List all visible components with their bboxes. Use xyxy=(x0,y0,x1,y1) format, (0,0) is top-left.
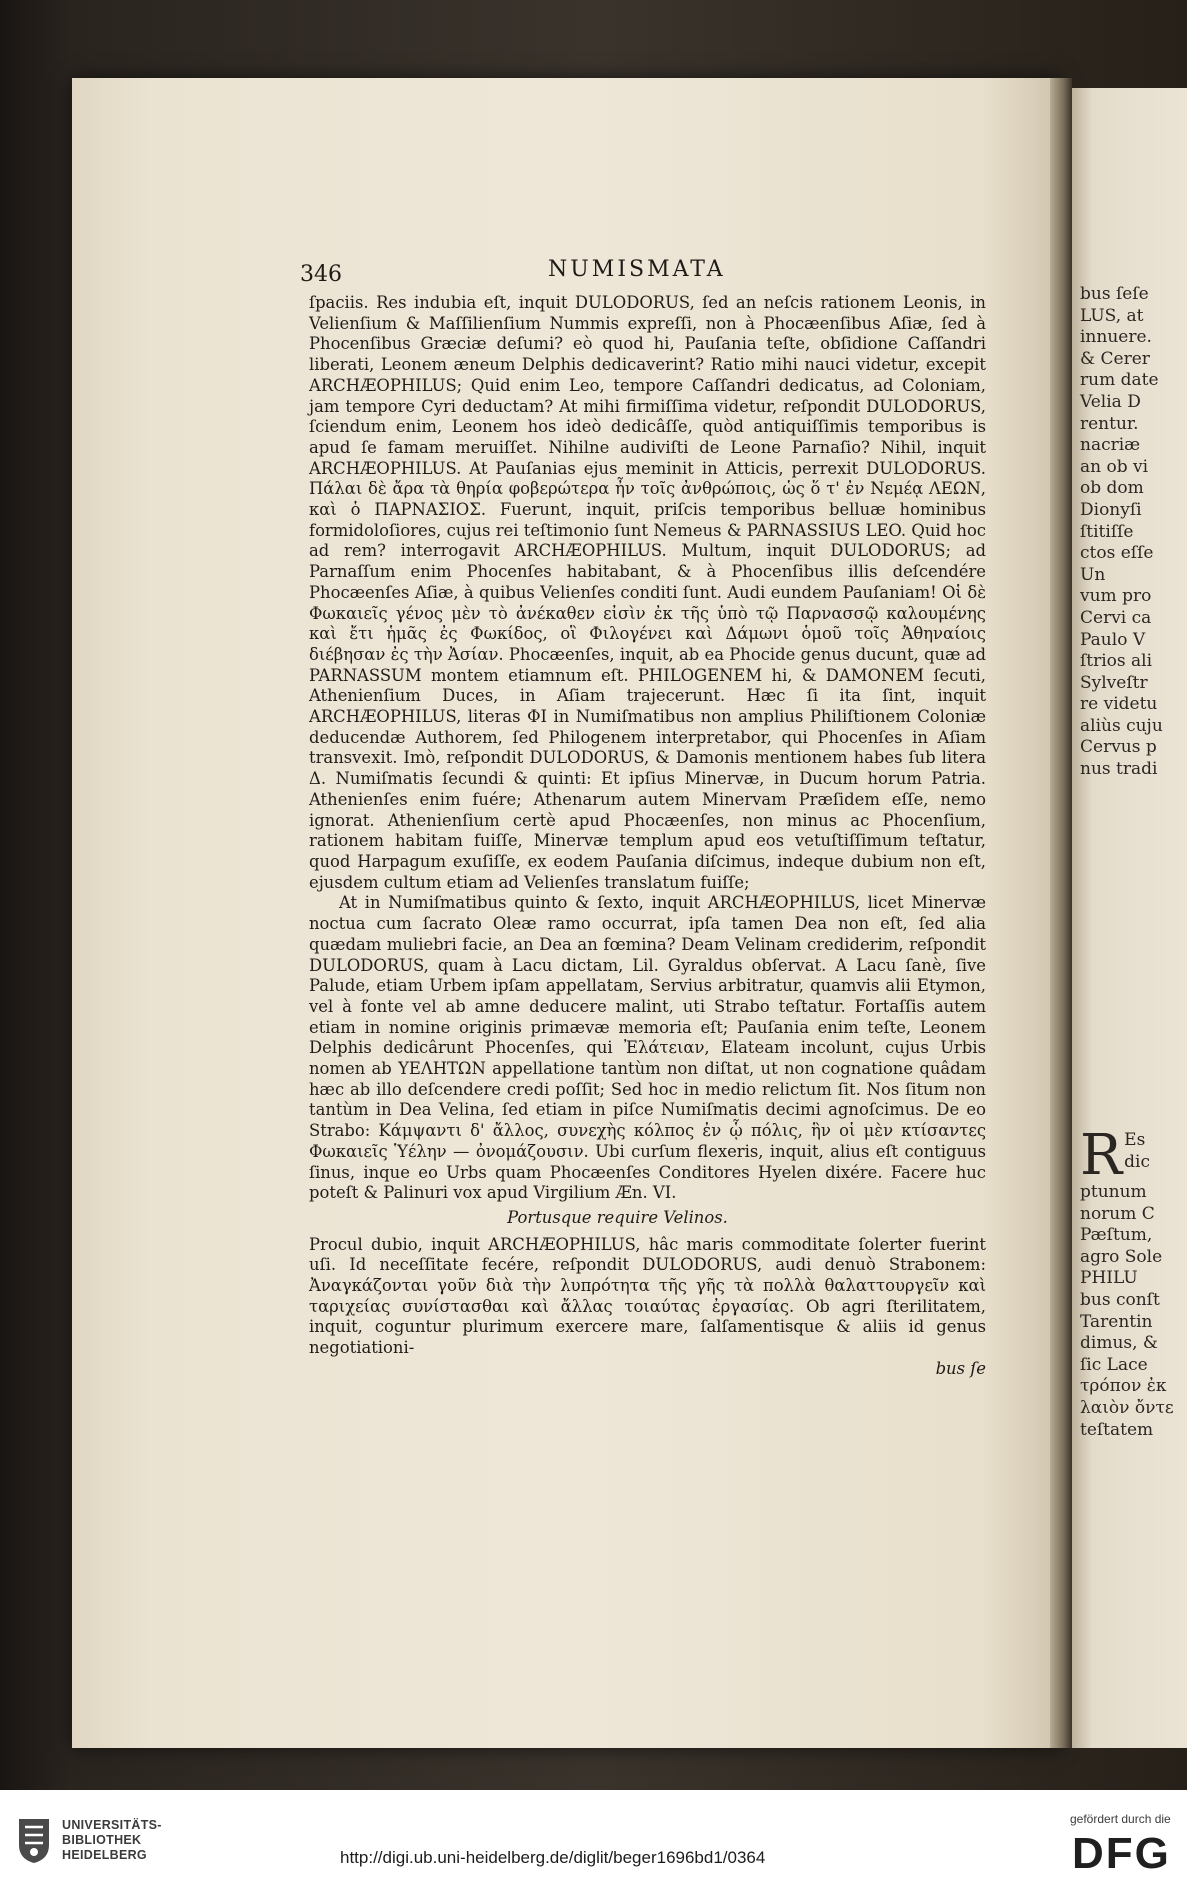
facing-line: Un xyxy=(1080,564,1106,585)
facing-line: λαιὸν ὄντε xyxy=(1080,1397,1174,1418)
main-text-column xyxy=(309,293,986,1380)
viewer-footer xyxy=(0,1790,1187,1890)
dfg-logo: DFG xyxy=(1072,1829,1171,1878)
paragraph: Procul dubio, inquit ARCHÆOPHILUS, hâc maris commoditate ſolerter fuerint uſi. Id neceſſitate fecére, reſpondit DULODORUS, audi denuò Strabonem: Ἀναγκάζονται γοῦν διὰ τὴν λυπρότητα τῆς γῆς τὰ πολλὰ θαλαττουργεῖν καὶ ταριχείας συνίστασθαι καὶ ἄλλας τοιαύτας ἐργασίας. Ob agri ſterilitatem, inquit, coguntur plurimum exercere mare, ſalſamentisque & aliis id genus negotiationi- xyxy=(309,1234,986,1358)
facing-page-lines-bottom xyxy=(1072,1130,1174,1441)
facing-line: rum date xyxy=(1080,370,1159,391)
institution-line: HEIDELBERG xyxy=(62,1848,147,1862)
facing-line: Tarentin xyxy=(1080,1311,1153,1332)
facing-line: Velia D xyxy=(1080,391,1141,412)
facing-line: Cervi ca xyxy=(1080,607,1152,628)
facing-line: teſtatem xyxy=(1080,1419,1154,1440)
facing-line: Dionyſi xyxy=(1080,499,1142,520)
paragraph: ſpaciis. Res indubia eſt, inquit DULODORUS, ſed an neſcis rationem Leonis, in Velienſium & Maſſilienſium Nummis expreſſi, non à Phocæenſibus Aſiæ, ſed à Phocenſibus Græciæ deſumi? eò quod hi, Pauſania teſte, obſidione Caſſandri liberati, Leonem æneum Delphis dedicaverint? Ratio mihi nauci videtur, excepit ARCHÆOPHILUS; Quid enim Leo, tempore Caſſandri dedicatus, ad Coloniam, jam tempore Cyri deductam? At mihi firmiſſima videtur, reſpondit DULODORUS, ſciendum enim, Leonem hos ideò dedicâſſe, quòd antiquiſſimis temporibus is apud ſe famam meruiſſet. Nihilne audiviſti de Leone Parnaſio? Nihil, inquit ARCHÆOPHILUS. At Pauſanias ejus meminit in Atticis, perrexit DULODORUS. Πάλαι δὲ ἄρα τὰ θηρία φοβερώτερα ἦν τοῖς ἀνθρώποις, ὡς ὅ τ' ἐν Νεμέᾳ ΛΕΩΝ, καὶ ὁ ΠΑΡΝΑΣΙΟΣ. Fuerunt, inquit, priſcis temporibus belluæ hominibus formidoloſiores, cujus rei teſtimonio ſunt Nemeus & PARNASSIUS LEO. Quid hoc ad rem? interrogavit ARCHÆOPHILUS. Multum, inquit DULODORUS; ad Parnaſſum enim Phocenſes habitabant, & à Phocenſibus illis deſcendére Phocæenſes Aſiæ, à quibus Velienſes conditi ſunt. Audi eundem Pauſaniam! Οἱ δὲ Φωκαιεῖς γένος μὲν τὸ ἀνέκαθεν εἰσὶν ἐκ τῆς ὑπὸ τῷ Παρνασσῷ καλουμένης καὶ ἔτι ἡμᾶς ἐς Φωκίδος, οἳ Φιλογένει καὶ Δάμωνι ὁμοῦ τοῖς Ἀθηναίοις διέβησαν ἐς τὴν Ἀσίαν. Phocæenſes, inquit, ab ea Phocide genus ducunt, quæ ad PARNASSUM montem etiamnum eſt. PHILOGENEM hi, & DAMONEM ſecuti, Athenienſium Duces, in Aſiam trajecerunt. Hæc ſi ita ſint, inquit ARCHÆOPHILUS, literas ΦI in Numiſmatibus non amplius Philiſtionem Coloniæ deducendæ Authorem, ſed Philogenem interpretabor, qui Phocenſes in Aſiam transvexit. Imò, reſpondit DULODORUS, & Damonis mentionem habes ſub litera Δ. Numiſmatis ſecundi & quinti: Et ipſius Minervæ, in Ducum horum Patria. Athenienſes enim fuére; Athenarum autem Minervam Præſidem eſſe, nemo ignorat. Athenienſium certè apud Phocæenſes, non minus ac Phocenſium, rationem habitam fuiſſe, Minervæ templum apud eos vetuſtiſſimum teſtatur, quod Harpagum exuſiſſe, ex eodem Pauſania diſcimus, indeque dubium non eſt, ejusdem cultum etiam ad Velienſes translatum fuiſſe; xyxy=(309,293,986,892)
facing-line: ſtitiſſe xyxy=(1080,521,1134,542)
facing-line: ptunum xyxy=(1080,1182,1147,1202)
facing-line: ſtrios ali xyxy=(1080,651,1153,672)
facing-line: ſic Lace xyxy=(1080,1354,1148,1375)
facing-line: dic xyxy=(1124,1151,1151,1172)
facing-page-bottom-lines xyxy=(1072,1182,1174,1441)
facing-line: innuere. xyxy=(1080,327,1152,348)
facing-line: ctos eſſe xyxy=(1080,543,1154,564)
facing-line: norum C xyxy=(1080,1203,1155,1224)
facing-line: nus tradi xyxy=(1080,759,1158,780)
facing-line: τρόπον ἐκ xyxy=(1080,1376,1167,1397)
facing-line: vum pro xyxy=(1080,586,1152,607)
facing-line: bus ſeſe xyxy=(1080,284,1149,304)
catchword: bus ſe xyxy=(935,1358,986,1378)
university-seal-icon xyxy=(16,1815,52,1865)
institution-line: BIBLIOTHEK xyxy=(62,1833,142,1847)
facing-page xyxy=(1072,88,1187,1748)
facing-line: an ob vi xyxy=(1080,456,1149,477)
facing-line: LUS, at xyxy=(1080,305,1144,326)
facing-page-drop-block xyxy=(1072,1130,1174,1182)
facing-line: re videtu xyxy=(1080,694,1158,715)
facing-line: & Cerer xyxy=(1080,348,1150,369)
facing-line: Paulo V xyxy=(1080,629,1146,650)
facing-line: Es xyxy=(1124,1130,1146,1150)
facing-line: Cervus p xyxy=(1080,737,1157,758)
facing-line: aliùs cuju xyxy=(1080,715,1163,736)
facing-line: Pæſtum, xyxy=(1080,1225,1153,1246)
permalink-url[interactable]: http://digi.ub.uni-heidelberg.de/diglit/beger1696bd1/0364 xyxy=(340,1848,766,1867)
funding-note: gefördert durch die xyxy=(1070,1812,1171,1826)
running-title: NUMISMATA xyxy=(548,257,726,282)
facing-line: rentur. xyxy=(1080,413,1139,434)
verse-quotation: Portusque require Velinos. xyxy=(507,1207,728,1227)
paragraph: At in Numiſmatibus quinto & ſexto, inquit ARCHÆOPHILUS, licet Minervæ noctua cum ſacrato Oleæ ramo occurrat, ipſa tamen Dea non eſt, ſed alia quædam muliebri facie, an Dea an fœmina? Deam Velinam crediderim, reſpondit DULODORUS, quam à Lacu dictam, Lil. Gyraldus obſervat. A Lacu ſanè, ſive Palude, etiam Urbem ipſam appellatam, Servius arbitratur, quamvis alii Etymon, vel à fonte vel ab amne deducere malint, uti Strabo teſtatur. Fortaſſis autem etiam in nomine originis primævæ memoria eſt; Pauſania enim teſte, Leonem Delphis dedicârunt Phocenſes, qui Ἐλάτειαν, Elateam incolunt, cujus Urbis nomen ab ΥΕΛΗΤΩΝ appellatione tantùm non diſtat, ut non cognatione quâdam hæc ab illo deſcendere credi poſſit; Sed hoc in medio relictum ſit. Nos ſitum non tantùm in Dea Velina, ſed etiam in piſce Numiſmatis decimi agnoſcimus. De eo Strabo: Κάμψαντι δ' ἄλλος, συνεχὴς κόλπος ἐν ᾧ πόλις, ἣν οἱ μὲν κτίσαντες Φωκαιεῖς Ὑέλην — ὀνομάζουσιν. Ubi curſum flexeris, inquit, alius eſt contiguus ſinus, inque eo Urbs quam Phocæenſes Conditores Hyelen dixére. Facere huc poteſt & Palinuri vox apud Virgilium Æn. VI. xyxy=(309,893,986,1203)
facing-line: nacriæ xyxy=(1080,435,1141,456)
facing-line: ob dom xyxy=(1080,478,1144,499)
book-gutter xyxy=(1050,78,1072,1748)
page-number: 346 xyxy=(300,262,342,287)
facing-line: Sylveſtr xyxy=(1080,672,1148,693)
institution-line: UNIVERSITÄTS- xyxy=(62,1818,162,1832)
institution-name xyxy=(62,1818,162,1863)
drop-cap: R xyxy=(1080,1130,1123,1182)
facing-line: dimus, & xyxy=(1080,1333,1159,1354)
facing-line: PHILU xyxy=(1080,1268,1138,1289)
facing-page-lines-top xyxy=(1072,284,1163,781)
facing-line: bus conſt xyxy=(1080,1289,1160,1310)
facing-line: agro Sole xyxy=(1080,1246,1163,1267)
